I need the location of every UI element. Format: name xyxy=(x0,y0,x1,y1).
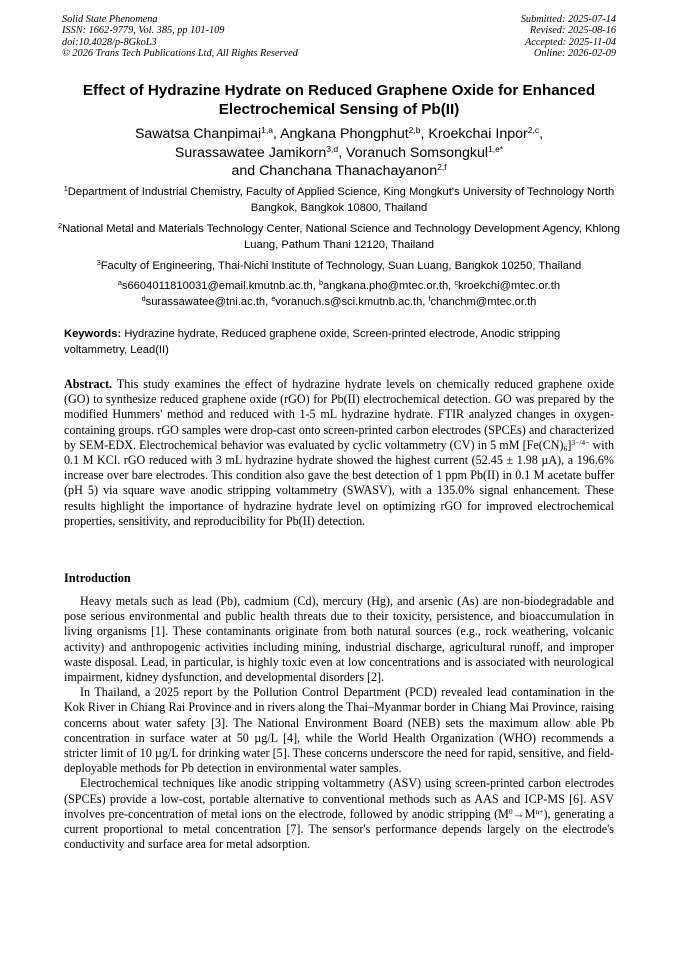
email-address[interactable]: voranuch.s@sci.kmutnb.ac.th xyxy=(275,296,423,308)
author-separator: , xyxy=(338,144,347,161)
email-superscript: e xyxy=(271,294,276,303)
affiliation-2 xyxy=(56,221,622,253)
keywords-label: Keywords: xyxy=(64,328,122,340)
abstract-section: Abstract. This study examines the effect of hydrazine hydrate levels on chemically reduced graphene oxide (GO) to synthesize reduced graphene oxide (rGO) for Pb(II) electrochemical detection. GO was prepared by the modified Hummers' method and reduced with 1-5 mL hydrazine hydrate. FTIR analyzed changes in oxygen-containing groups. rGO samples were drop-cast onto screen-printed carbon electrodes (SPCEs) and characterized by SEM-EDX. Electrochemical behavior was evaluated by cyclic voltammetry (CV) in 5 mM $[Fe(CN)_6]^{3-/4-}$ with 0.1 M KCl. rGO reduced with 3 mL hydrazine hydrate showed the highest current (52.45 ± 1.98 µA), a 196.6% increase over bare electrodes. This condition also gave the best detection of 1 ppm Pb(II) in 0.1 M acetate buffer (pH 5) via square wave anodic stripping voltammetry (SWASV), with a 135.0% signal enhancement. These results highlight the importance of hydrazine hydrate level on optimizing rGO for improved electrochemical properties, sensitivity, and reproducibility for Pb(II) detection. xyxy=(64,377,615,528)
email-line-1 xyxy=(56,278,622,294)
author-list xyxy=(40,125,638,181)
email-list xyxy=(56,278,622,310)
author-name: Voranuch Somsongkul xyxy=(346,144,488,161)
author-line-2 xyxy=(40,144,638,163)
author-separator: , xyxy=(272,126,281,142)
email-superscript: c xyxy=(454,278,458,287)
author-line-3 xyxy=(40,162,638,181)
affiliation-number: 3 xyxy=(96,258,101,267)
keywords-text: Hydrazine hydrate, Reduced graphene oxide, Screen-printed electrode, Anodic stripping voltammetry, Lead(II) xyxy=(64,328,561,356)
author-superscript: 2,f xyxy=(437,162,447,172)
email-superscript: a xyxy=(117,278,122,287)
copyright-line: © 2026 Trans Tech Publications Ltd, All Rights Reserved xyxy=(62,48,298,60)
abstract-subscript: 6 xyxy=(563,443,568,453)
intro-paragraph-3-text-b: ), generating a current proportional to metal concentration [7]. The sensor's performance depends largely on the electrode's conductivity and surface area for metal adsorption. xyxy=(64,806,614,852)
email-separator: , xyxy=(312,280,319,292)
online-date: Online: 2026-02-09 xyxy=(533,48,616,60)
abstract-text-1: This study examines the effect of hydrazine hydrate levels on chemically reduced graphene oxide (GO) to synthesize reduced graphene oxide (rGO) for Pb(II) electrochemical detection. GO was prepared by the modified Hummers' method and reduced with 1-5 mL hydrazine hydrate. FTIR analyzed changes in oxygen-containing groups. rGO samples were drop-cast onto screen-printed carbon electrodes (SPCEs) and characterized by SEM-EDX. Electrochemical behavior was evaluated by cyclic voltammetry (CV) in 5 mM [Fe(CN) xyxy=(64,377,614,452)
abstract-superscript: 3−/4− xyxy=(571,437,590,447)
ion-charge-superscript: n+ xyxy=(535,806,544,816)
abstract-text-2: with 0.1 M KCl. rGO reduced with 3 mL hydrazine hydrate showed the highest current (52.45 ± 1.98 µA), a 196.6% increase over bare electrodes. This condition also gave the best detection of 1 ppm Pb(II) in 0.1 M acetate buffer (pH 5) via square wave anodic stripping voltammetry (SWASV), with a 135.0% signal enhancement. These results highlight the importance of hydrazine hydrate level on optimizing rGO for improved electrochemical properties, sensitivity, and reproducibility for Pb(II) detection. xyxy=(64,437,615,528)
issn-line: ISSN: 1662-9779, Vol. 385, pp 101-109 xyxy=(62,25,225,37)
author-superscript: 1,a xyxy=(261,125,273,135)
email-address[interactable]: surassawatee@tni.ac.th xyxy=(145,296,266,308)
journal-name: Solid State Phenomena xyxy=(62,14,158,25)
affiliation-number: 1 xyxy=(63,184,68,193)
publication-dates xyxy=(521,14,616,60)
introduction-body xyxy=(64,594,614,852)
affiliation-number: 2 xyxy=(58,221,63,230)
introduction-heading: Introduction xyxy=(64,571,131,585)
accepted-date: Accepted: 2025-11-04 xyxy=(524,36,616,48)
author-line-1 xyxy=(40,125,638,144)
intro-paragraph-1: Heavy metals such as lead (Pb), cadmium (Cd), mercury (Hg), and arsenic (As) are non-biodegradable and pose serious environmental and public health threats due to their toxicity, persistence, and bioaccumulation in living organisms [1]. These contaminants originate from both natural sources (e.g., rock weathering, volcanic activity) and anthropogenic activities including mining, industrial discharge, agricultural runoff, and improper waste disposal. Lead, in particular, is highly toxic even at low concentrations and is associated with neurological impairment, kidney dysfunction, and developmental disorders [2]. xyxy=(64,594,614,685)
intro-paragraph-3 xyxy=(64,776,614,852)
metal-state-superscript: 0 xyxy=(508,806,513,816)
affiliation-text: National Metal and Materials Technology Center, National Science and Technology Development Agency, Khlong Luang, Pathum Thani 12120, Thailand xyxy=(62,223,620,251)
author-name: Sawatsa Chanpimai xyxy=(134,126,262,142)
author-superscript: 2,c xyxy=(527,125,540,135)
author-name: and Chanchana Thanachayanon xyxy=(231,163,438,179)
email-line-2 xyxy=(56,294,622,310)
author-superscript: 2,b xyxy=(408,125,421,135)
email-superscript: d xyxy=(141,294,146,303)
affiliation-3 xyxy=(56,258,622,274)
intro-paragraph-2: In Thailand, a 2025 report by the Pollution Control Department (PCD) revealed lead contamination in the Kok River in Chiang Rai Province and in rivers along the Thai–Myanmar border in Chiang Mai Province, raising concerns about water safety [3]. The National Environment Board (NEB) sets the maximum allow able Pb concentration in surface water at 50 µg/L [4], while the World Health Organization (WHO) recommends a stricter limit of 10 µg/L for drinking water [5]. These concerns underscore the need for rapid, sensitive, and field-deployable methods for Pb detection in environmental water samples. xyxy=(64,685,614,776)
affiliation-text: Faculty of Engineering, Thai-Nichi Institute of Technology, Suan Luang, Bangkok 10250, Thailand xyxy=(100,260,582,272)
paper-title: Effect of Hydrazine Hydrate on Reduced Graphene Oxide for Enhanced Electrochemical Sensing of Pb(II) xyxy=(82,82,596,118)
email-address[interactable]: s6604011810031@email.kmutnb.ac.th xyxy=(121,280,313,292)
keywords-section xyxy=(64,327,614,358)
author-superscript: 3,d xyxy=(326,143,339,154)
journal-info xyxy=(62,14,298,60)
submitted-date: Submitted: 2025-07-14 xyxy=(520,14,616,25)
email-superscript: f xyxy=(428,294,431,303)
author-superscript: 1,e* xyxy=(487,143,504,154)
email-separator: , xyxy=(422,296,429,308)
affiliation-1 xyxy=(56,184,622,216)
abstract-label: Abstract. xyxy=(64,377,113,391)
email-address[interactable]: chanchm@mtec.or.th xyxy=(430,296,537,308)
intro-paragraph-3-text-a: Electrochemical techniques like anodic stripping voltammetry (ASV) using screen-printed carbon electrodes (SPCEs) provide a low-cost, portable alternative to conventional methods such as AAS and ICP-MS [6]. ASV involves pre-concentration of metal ions on the electrode, followed by anodic stripping (M xyxy=(64,776,614,821)
email-superscript: b xyxy=(318,278,323,287)
email-separator: , xyxy=(265,296,272,308)
revised-date: Revised: 2025-08-16 xyxy=(529,25,616,37)
email-address[interactable]: angkana.pho@mtec.or.th xyxy=(322,280,449,292)
doi-line: doi:10.4028/p-8GkoL3 xyxy=(62,36,157,48)
author-name: Kroekchai Inpor xyxy=(428,126,528,142)
email-separator: , xyxy=(448,280,455,292)
email-address[interactable]: kroekchi@mtec.or.th xyxy=(457,280,561,292)
author-separator: , xyxy=(539,126,544,142)
reaction-arrow: →M xyxy=(512,806,536,821)
author-name: Surassawatee Jamikorn xyxy=(174,144,327,161)
affiliation-text: Department of Industrial Chemistry, Faculty of Applied Science, King Mongkut's University of Technology North Bangkok, Bangkok 10800, Thailand xyxy=(67,186,615,214)
author-name: Angkana Phongphut xyxy=(280,126,409,142)
author-separator: , xyxy=(420,126,429,142)
